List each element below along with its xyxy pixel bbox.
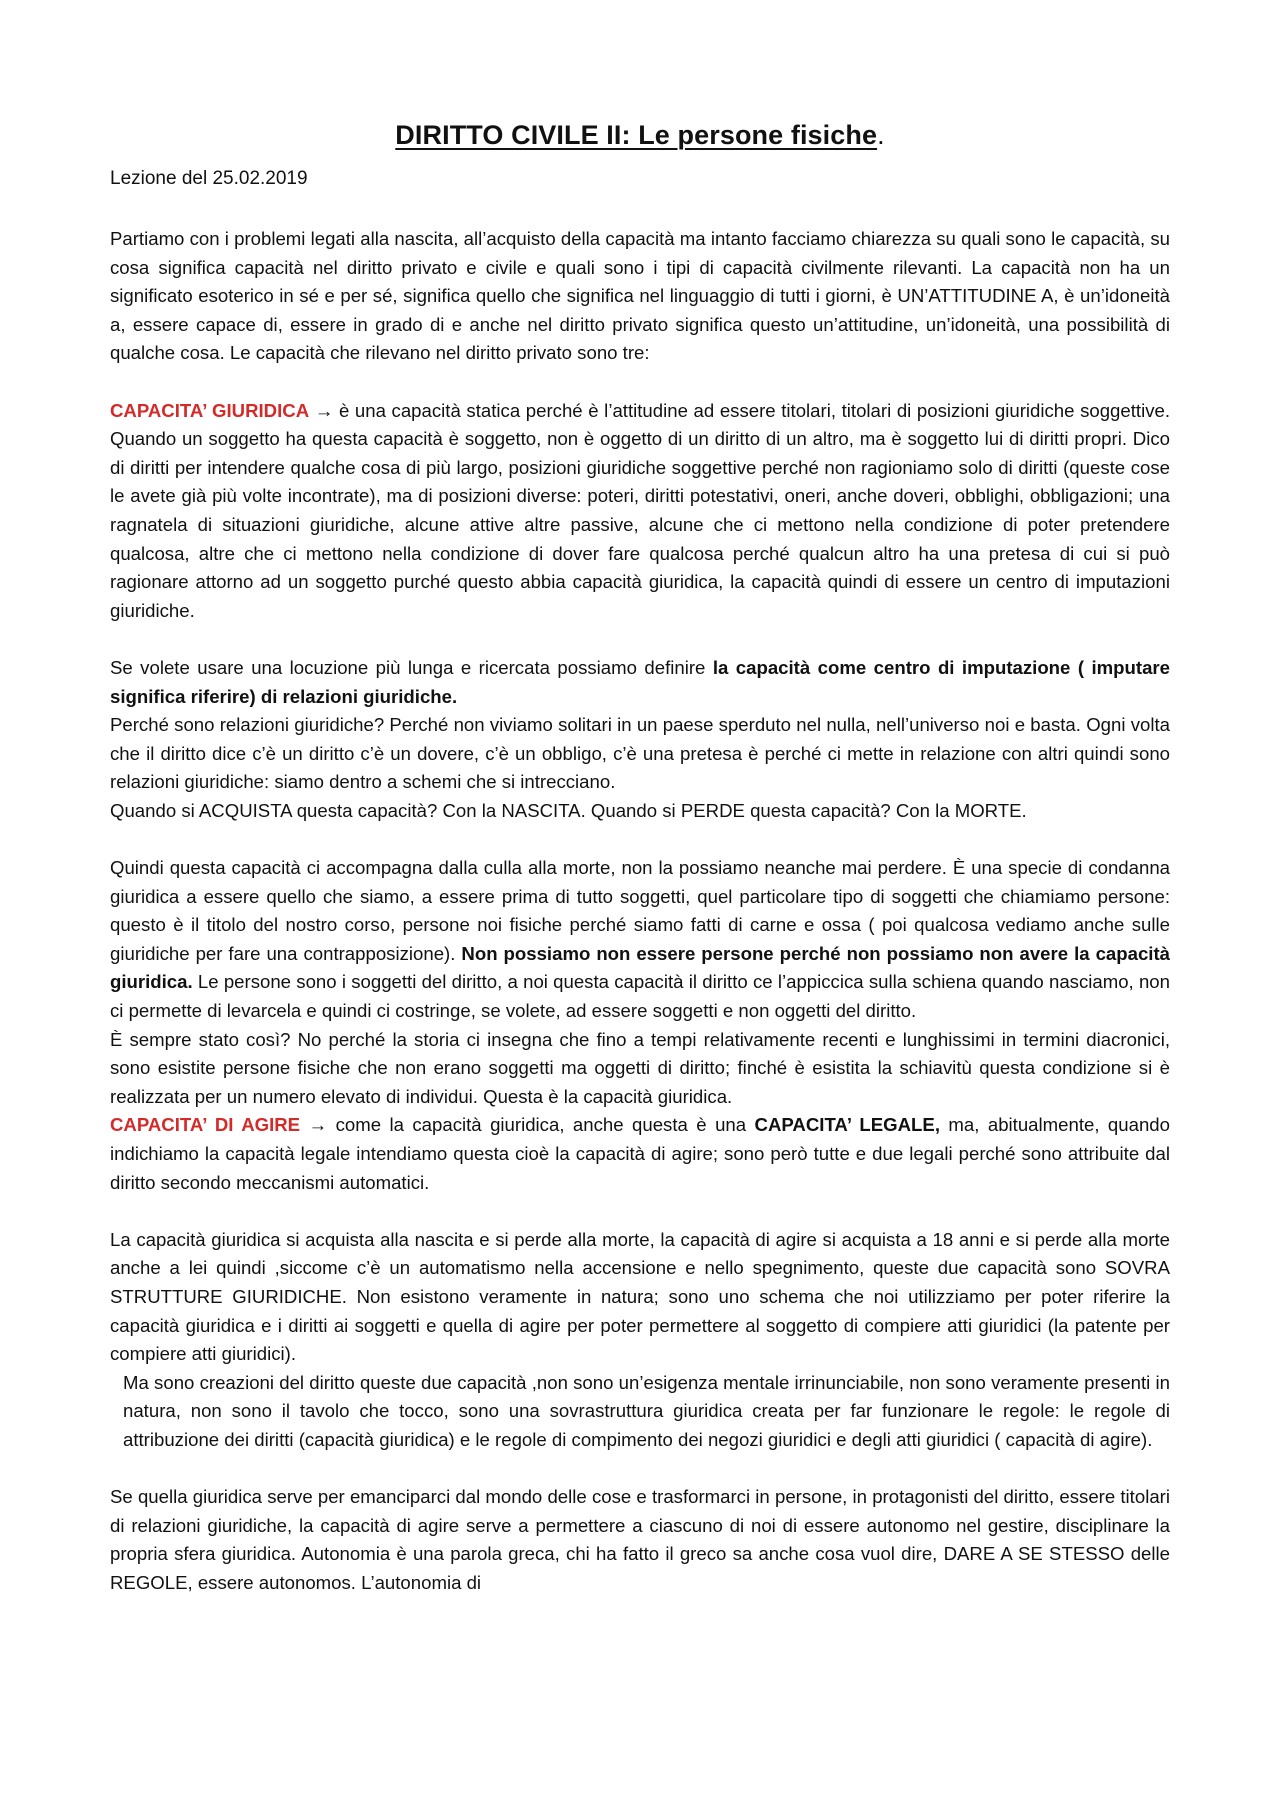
paragraph-capacita-agire-bold: CAPACITA’ LEGALE, (754, 1114, 940, 1136)
paragraph-storia: È sempre stato così? No perché la storia ci insegna che fino a tempi relativamente recenti e lunghissimi in termini diacronici, sono esistite persone fisiche che non erano soggetti ma oggetti di diritto; finché è esistita la schiavitù questa condizione si è realizzata per un numero elevato di individui. Questa è la capacità giuridica. (110, 1028, 1170, 1107)
paragraph-sovrastrutture: La capacità giuridica si acquista alla nascita e si perde alla morte, la capacità di agire si acquista a 18 anni e si perde alla morte anche a lei quindi ,siccome c’è un automatismo nella accensione e nello spegnimento, queste due capacità sono SOVRA STRUTTURE GIURIDICHE. Non esistono veramente in natura; sono uno schema che noi utilizziamo per poter riferire la capacità giuridica e i diritti ai soggetti e quella di agire per poter permettere al soggetto di compiere atti giuridici (la patente per compiere atti giuridici). (110, 1228, 1170, 1365)
paragraph-culla-morte-a: Quindi questa capacità ci accompagna dalla culla alla morte, non la possiamo neanche mai perdere. È una specie di condanna giuridica a essere quello che siamo, a essere prima di tutto soggetti, quel particolare tipo di soggetti che chiamiamo persone: questo è il titolo del nostro corso, persone noi fisiche perché siamo fatti di carne e ossa ( poi qualcosa vediamo anche sulle giuridiche per fare una contrapposizione). (110, 857, 1170, 964)
paragraph-capacita-giuridica (110, 397, 1170, 626)
document-title (0, 120, 1280, 151)
term-capacita-giuridica: CAPACITA’ GIURIDICA (110, 399, 310, 421)
title-text: DIRITTO CIVILE II: Le persone fisiche (395, 120, 878, 150)
paragraph-definizione-text: Se volete usare una locuzione più lunga e ricercata possiamo definire (110, 656, 713, 678)
paragraph-culla-morte (110, 854, 1170, 1026)
title-period: . (877, 120, 885, 150)
paragraph-capacita-giuridica-text: → è una capacità statica perché è l’attitudine ad essere titolari, titolari di posizioni giuridiche soggettive. Quando un soggetto ha questa capacità è soggetto, non è oggetto di un diritto di un altro, ma è soggetto lui di diritti propri. Dico di diritti per intendere qualche cosa di più largo, posizioni giuridiche soggettive perché non ragioniamo solo di diritti (queste cose le avete già più volte incontrate), ma di posizioni diverse: poteri, diritti potestativi, oneri, anche doveri, obblighi, obbligazioni; una ragnatela di situazioni giuridiche, alcune attive altre passive, alcune che ci mettono nella condizione di poter pretendere qualcosa, altre che ci mettono nella condizione di dover fare qualcosa perché qualcun altro ha una pretesa di cui si può ragionare attorno ad un soggetto purché questo abbia capacità giuridica, la capacità quindi di essere un centro di imputazioni giuridiche. (110, 399, 1171, 621)
paragraph-capacita-agire (110, 1111, 1170, 1197)
paragraph-capacita-agire-a: → come la capacità giuridica, anche questa è una (300, 1114, 755, 1136)
paragraph-intro: Partiamo con i problemi legati alla nascita, all’acquisto della capacità ma intanto facciamo chiarezza su quali sono le capacità, su cosa significa capacità nel diritto privato e civile e quali sono i tipi di capacità civilmente rilevanti. La capacità non ha un significato esoterico in sé e per sé, significa quello che significa nel linguaggio di tutti i giorni, è UN’ATTITUDINE A, è un’idoneità a, essere capace di, essere in grado di e anche nel diritto privato significa questo un’attitudine, un’idoneità, una possibilità di qualche cosa. Le capacità che rilevano nel diritto privato sono tre: (110, 228, 1170, 364)
paragraph-culla-morte-bold: Non possiamo non essere persone perché non possiamo non avere la capacità giuridica. (110, 942, 1170, 993)
lesson-date: Lezione del 25.02.2019 (110, 168, 308, 189)
document-body (110, 225, 1170, 1598)
paragraph-autonomia: Se quella giuridica serve per emanciparci dal mondo delle cose e trasformarci in persone, in protagonisti del diritto, essere titolari di relazioni giuridiche, la capacità di agire serve a permettere a ciascuno di noi di essere autonomo nel gestire, disciplinare la propria sfera giuridica. Autonomia è una parola greca, chi ha fatto il greco sa anche cosa vuol dire, DARE A SE STESSO delle REGOLE, essere autonomos. L’autonomia di (110, 1486, 1170, 1593)
term-capacita-agire: CAPACITA’ DI AGIRE (110, 1114, 301, 1136)
paragraph-definizione (110, 654, 1170, 711)
paragraph-creazioni: Ma sono creazioni del diritto queste due capacità ,non sono un’esigenza mentale irrinunciabile, non sono veramente presenti in natura, non sono il tavolo che tocco, sono una sovrastruttura giuridica creata per far funzionare le regole: le regole di attribuzione dei diritti (capacità giuridica) e le regole di compimento dei negozi giuridici e degli atti giuridici ( capacità di agire). (123, 1371, 1170, 1450)
paragraph-definizione-bold: la capacità come centro di imputazione ( imputare significa riferire) di relazioni giuridiche. (110, 656, 1170, 707)
paragraph-culla-morte-b: Le persone sono i soggetti del diritto, a noi questa capacità il diritto ce l’appiccica sulla schiena quando nasciamo, non ci permette di levarcela e quindi ci costringe, se volete, ad essere soggetti e non oggetti del diritto. (110, 971, 1170, 1022)
paragraph-relazioni: Perché sono relazioni giuridiche? Perché non viviamo solitari in un paese sperduto nel nulla, nell’universo noi e basta. Ogni volta che il diritto dice c’è un diritto c’è un dovere, c’è un obbligo, c’è una pretesa è perché ci mette in relazione con altri quindi sono relazioni giuridiche: siamo dentro a schemi che si intrecciano. (110, 714, 1170, 793)
paragraph-acquisto: Quando si ACQUISTA questa capacità? Con la NASCITA. Quando si PERDE questa capacità? Con la MORTE. (110, 799, 1027, 821)
paragraph-capacita-agire-b: ma, abitualmente, quando indichiamo la capacità legale intendiamo questa cioè la capacità di agire; sono però tutte e due legali perché sono attribuite dal diritto secondo meccanismi automatici. (110, 1114, 1170, 1193)
